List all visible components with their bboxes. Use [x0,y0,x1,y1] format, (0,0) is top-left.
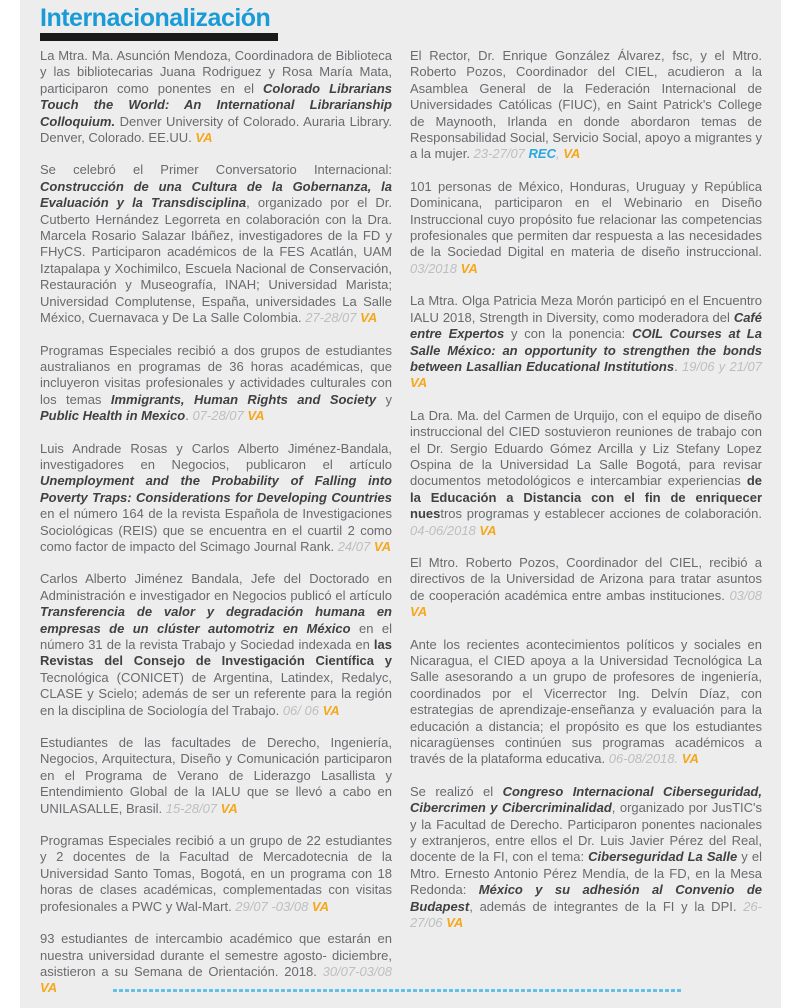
text-run: Estudiantes de las facultades de Derecho, Ingeniería, Negocios, Arquitectura, Diseño y Comunicación participaron en el Programa de Verano de Liderazgo Lasallista y Entendimiento Global de la IALU que se llevó a cabo en UNILASALLE, Brasil. [40,735,392,816]
text-run: , además de integrantes de la FI y la DPI. [469,898,744,914]
text-run: Carlos Alberto Jiménez Bandala, Jefe del Doctorado en Administración e investigador en Negocios publicó el artículo [40,571,392,603]
text-run: La Mtra. Ma. Asunción Mendoza, Coordinadora de Biblioteca y las bibliotecarias Juana Rodriguez y Rosa María Mata, participaron como ponentes en el [40,48,392,96]
text-run: , organizado por JusTIC's y la Facultad de Derecho. Participaron ponentes nacionales y extranjeros, entre ellos el Dr. Luis Javier Pérez del Real, docente de la FI, con el tema: [410,800,763,865]
column-left [40,48,392,1008]
text-run: El Rector, Dr. Enrique González Álvarez, fsc, y el Mtro. Roberto Pozos, Coordinador del CIEL, acudieron a la Asamblea General de la Federación Internacional de Universidades Católicas (FIUC), en Saint Patrick's College de Maynooth, Irlanda en donde abordaron temas de Responsabilidad Social, Servicio Social, apoyo a migrantes y a la mujer. [410,48,762,162]
tag-va: VA [373,538,391,554]
text-run: en el número 31 de la revista Trabajo y Sociedad indexada en [40,620,392,652]
paragraph [410,555,762,621]
date-stamp: 24/07 [337,538,374,554]
text-run: , organizado por el Dr. Cutberto Hernández Legorreta en colaboración con la Dra. Marcela Rosario Salazar Ibáñez, investigadores de la FD y FHyCS. Participaron académicos de la FES Acatlán, UAM Iztapalapa y Xochimilco, Escuela Nacional de Conservación, Restauración y Museografía, INAH; Universidad Marista; Universidad Complutense, España, universidades La Salle México, Cuernavaca y De La Salle Colombia. [40,195,393,326]
date-stamp: 26-27/06 [410,898,762,931]
tag-va: VA [446,915,464,931]
date-stamp: 27-28/07 [305,310,361,326]
date-stamp: 03/2018 [410,260,461,276]
date-stamp: 07-28/07 [192,408,248,424]
text-run: Se celebró el Primer Conversatorio Internacional: [40,162,392,178]
paragraph [40,48,392,146]
tag-va: VA [410,604,428,620]
footer-dashed-divider [113,989,683,992]
text-run: Construcción de una Cultura de la Gobernanza, la Evaluación y la Transdisciplina [40,178,392,211]
date-stamp: 06/ 06 [282,702,323,718]
text-run: Congreso Internacional Ciberseguridad, Cibercrimen y Cibercriminalidad [410,783,762,816]
paragraph [40,735,392,817]
paragraph [40,441,392,556]
tag-va: VA [460,260,478,276]
tag-va: VA [195,130,213,146]
paragraph [410,48,762,163]
paragraph [40,833,392,915]
tag-va: VA [311,898,330,914]
tag-va: VA [479,522,497,538]
text-run: y el Mtro. Ernesto Antonio Pérez Mendía, de la FD, en la Mesa Redonda: [410,849,762,898]
text-run: COIL Courses at La Salle México: an opportunity to strengthen the bonds between Lasallian Educational Institutions [410,326,762,374]
text-run: Café entre Expertos [410,309,762,342]
text-run: en el número 164 de la revista Española de Investigaciones Sociológicas (REIS) que se encuentra en el cuartil 2 como como factor de impacto del Scimago Journal Rank. [40,506,392,554]
text-run: las Revistas del Consejo de Investigación Científica y [40,637,392,669]
paragraph [40,343,392,425]
paragraph [40,571,392,719]
text-run: México y su adhesión al Convenio de Budapest [410,882,762,914]
text-run: Unemployment and the Probability of Falling into Poverty Traps: Considerations for Developing Countries [40,473,392,505]
text-run: Ante los recientes acontecimientos políticos y sociales en Nicaragua, el CIED apoya a la Universidad Tecnológica La Salle asesorando a un grupo de profesores de ingeniería, coordinados por el Vicerrector Ing. Delvín Díaz, con estrategias de aprendizaje-enseñanza y evaluación para la educación a distancia; el propósito es que los estudiantes nicaragüenses continúen sus programas académicos a través de la plataforma educativa. [410,636,762,767]
date-stamp: , [555,146,564,162]
text-run: El Mtro. Roberto Pozos, Coordinador del CIEL, recibió a directivos de la Universidad de Arizona para tratar asuntos de cooperación académica entre ambas instituciones. [410,554,762,603]
text-run: de la Educación a Distancia con el fin de enriquecer nues [410,473,762,522]
date-stamp: 23-27/07 [473,146,529,162]
date-stamp: 03/08 [729,587,762,603]
text-run: Immigrants, Human Rights and Society [110,391,377,407]
text-run: Luis Andrade Rosas y Carlos Alberto Jiménez-Bandala, investigadores en Negocios, publicaron el artículo [40,440,392,472]
tag-va: VA [40,980,58,996]
paragraph [410,637,762,768]
text-run: tros programas y establecer acciones de colaboración. [440,506,762,522]
text-run: 93 estudiantes de intercambio académico que estarán en nuestra universidad durante el semestre agosto- diciembre, asistieron a su Semana de Orientación. 2018. [40,931,392,979]
text-run: y con la ponencia: [504,326,633,342]
text-run: . [185,408,193,424]
tag-va: VA [322,702,340,718]
text-run: Se realizó el [410,783,503,799]
date-stamp: 04-06/2018 [410,522,480,538]
paragraph [410,408,762,539]
text-run: Programas Especiales recibió a dos grupos de estudiantes australianos en programas de 36 horas académicas, que incluyeron visitas profesionales y actividades culturales con los temas [40,342,392,407]
text-run: Colorado Librarians Touch the World: An International Librarianship Colloquium. [40,80,392,129]
date-stamp: 06-08/2018. [608,751,682,767]
text-run: Programas Especiales recibió a un grupo de 22 estudiantes y 2 docentes de la Facultad de Mercadotecnia de la Universidad Santo Tomas, Bogotá, en un programa con 18 horas de clases académicas, complementadas con visitas profesionales a PWC y Wal-Mart. [40,833,392,914]
paragraph [410,179,762,277]
paragraph [40,931,392,997]
text-run: Denver University of Colorado. Auraria Library. Denver, Colorado. EE.UU. [40,113,392,146]
date-stamp: 19/06 y 21/07 [681,358,762,374]
date-stamp: 29/07 -03/08 [235,898,312,914]
paragraph [410,293,762,391]
text-run: . [674,358,682,374]
text-run: Tecnológica (CONICET) de Argentina, Latindex, Redalyc, CLASE y Scielo; además de ser un referente para la región en la disciplina de Sociología del Trabajo. [40,669,392,718]
date-stamp: 15-28/07 [165,800,221,816]
text-run: y [376,391,392,407]
text-run: 101 personas de México, Honduras, Uruguay y República Dominicana, participaron en el Webinario en Diseño Instruccional cuyo propósito fue relacionar las competencias profesionales que permiten dar respuesta a las necesidades de la Sociedad Digital en materia de diseño instruccional. [410,178,762,260]
text-run: La Mtra. Olga Patricia Meza Morón participó en el Encuentro IALU 2018, Strength in Diversity, como moderadora del [410,293,762,325]
tag-va: VA [410,375,428,391]
tag-va: VA [360,310,378,326]
paragraph [40,162,392,326]
text-run: Public Health in Mexico [40,408,186,424]
tag-va: VA [681,751,699,767]
tag-va: VA [563,146,581,162]
tag-rec: REC [528,146,556,162]
paragraph [410,784,762,932]
column-right [410,48,762,948]
page-title: Internacionalización [40,4,271,32]
text-run: Ciberseguridad La Salle [588,849,738,865]
tag-va: VA [247,408,265,424]
date-stamp: 30/07-03/08 [322,963,392,979]
text-run: La Dra. Ma. del Carmen de Urquijo, con el equipo de diseño instruccional del CIED sostuvieron reuniones de trabajo con el Dr. Sergio Eduardo Gómez Arcilla y Liz Stefany Lopez Ospina de la Universidad La Salle Bogotá, para revisar documentos metodológicos e intercambiar experiencias [410,407,762,489]
tag-va: VA [220,800,238,816]
text-run: Transferencia de valor y degradación humana en empresas de un clúster automotriz en México [40,604,392,636]
title-underline-bar [40,33,278,41]
